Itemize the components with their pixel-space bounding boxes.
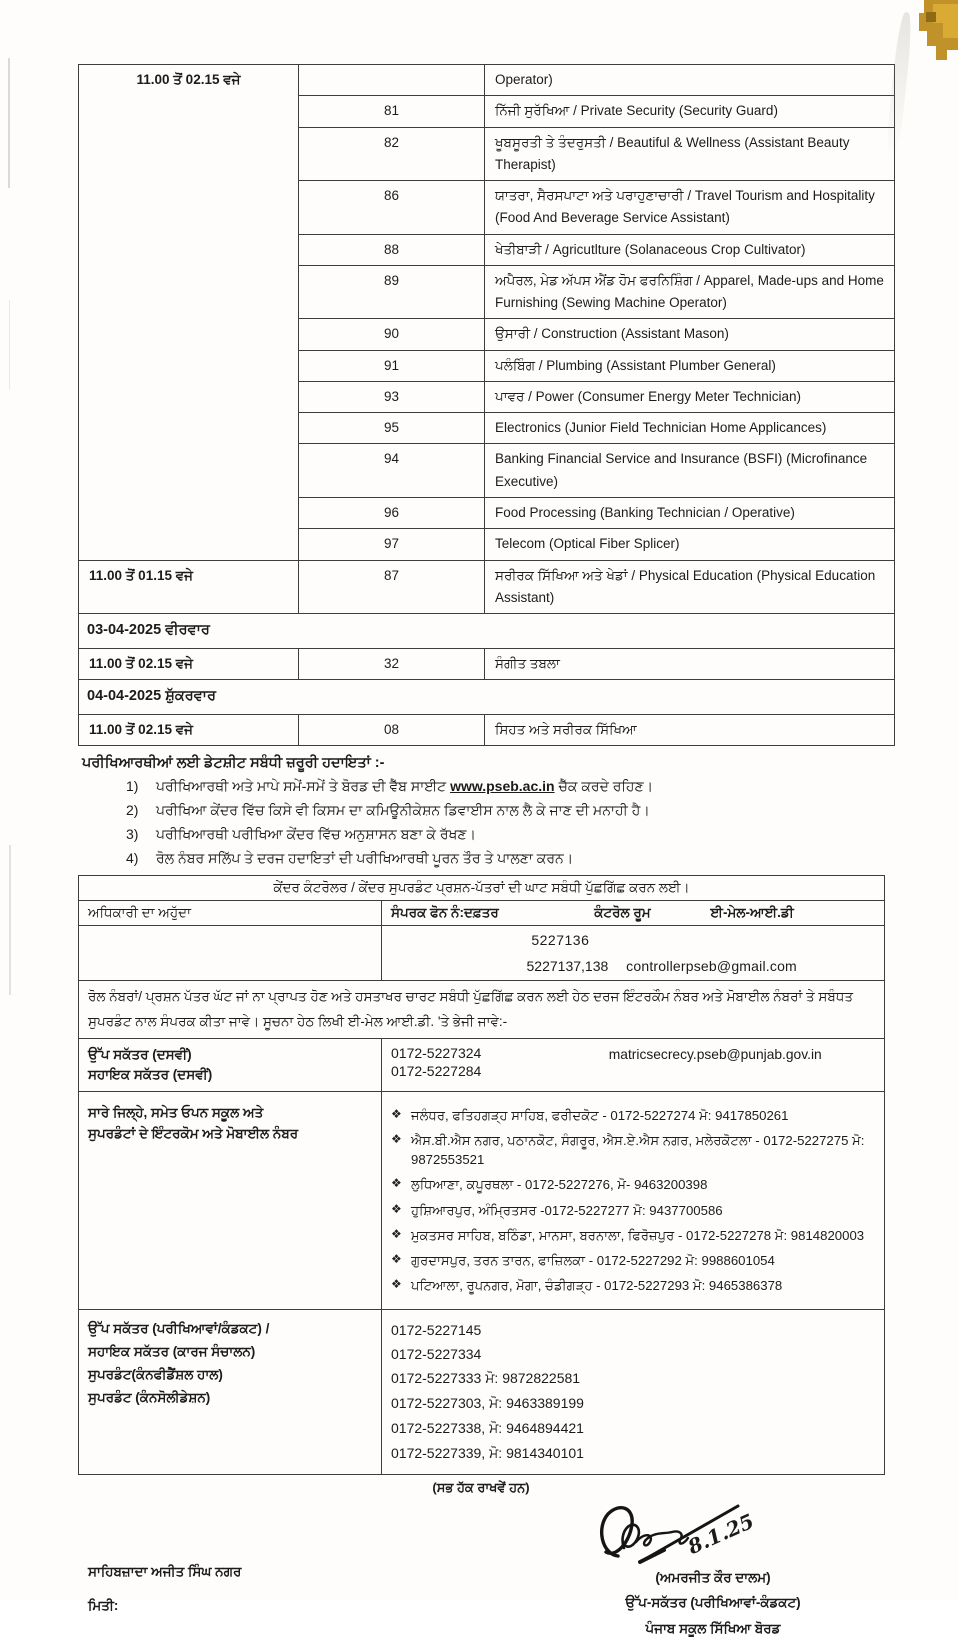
district-contact-text: ਐਸ.ਬੀ.ਐਸ ਨਗਰ, ਪਠਾਨਕੋਟ, ਸੰਗਰੂਰ, ਐਸ.ਏ.ਐਸ ਨਗਰ, ਮਲੇਰਕੋਟਲਾ - 0172-5227275 ਮੋ: 9872553521 [411, 1133, 865, 1168]
schedule-row [79, 65, 895, 96]
contact-note-paragraph: ਰੋਲ ਨੰਬਰਾਂ/ ਪ੍ਰਸ਼ਨ ਪੱਤਰ ਘੱਟ ਜਾਂ ਨਾ ਪ੍ਰਾਪਤ ਹੋਣ ਅਤੇ ਹਸਤਾਖਰ ਚਾਰਟ ਸਬੰਧੀ ਪੁੱਛਗਿੱਛ ਕਰਨ ਲਈ ਹੇਠ ਦਰਜ ਇੰਟਰਕੌਮ ਨੰਬਰ ਅਤੇ ਮੋਬਾਈਲ ਨੰਬਰਾਂ ਤੇ ਸਬੰਧਤ ਸੁਪਰਡੰਟ ਨਾਲ ਸੰਪਰਕ ਕੀਤਾ ਜਾਵੇ। ਸੂਚਨਾ ਹੇਠ ਲਿਖੀ ਈ-ਮੇਲ ਆਈ.ਡੀ. 'ਤੇ ਭੇਜੀ ਜਾਵੇ:- [79, 981, 885, 1039]
instruction-text: ਰੋਲ ਨੰਬਰ ਸਲਿੱਪ ਤੇ ਦਰਜ ਹਦਾਇਤਾਂ ਦੀ ਪਰੀਖਿਆਰਥੀ ਪੂਰਨ ਤੌਰ ਤੇ ਪਾਲਣਾ ਕਰਨ। [156, 850, 574, 867]
subject-name-cell: ਉਸਾਰੀ / Construction (Assistant Mason) [485, 319, 895, 350]
subject-name-cell: ਸਰੀਰਕ ਸਿੱਖਿਆ ਅਤੇ ਖੇਡਾਂ / Physical Education (Physical Education Assistant) [485, 560, 895, 614]
subject-name-cell: Banking Financial Service and Insurance (BSFI) (Microfinance Executive) [485, 444, 895, 498]
scan-artifact-line [9, 845, 11, 995]
officer-phone-line: 0172-5227333 ਮੋ: 9872822581 [391, 1370, 581, 1387]
instruction-text: ਪਰੀਖਿਆਰਥੀ ਅਤੇ ਮਾਪੇ ਸਮੇਂ-ਸਮੇਂ ਤੇ ਬੋਰਡ ਦੀ ਵੈੱਬ ਸਾਈਟ www.pseb.ac.in ਚੈੱਕ ਕਰਦੇ ਰਹਿਣ। [156, 778, 654, 795]
date-cell: 04-04-2025 ਸ਼ੁੱਕਰਵਾਰ [79, 680, 895, 715]
matric-secrecy-email: matricsecrecy.pseb@punjab.gov.in [608, 1047, 822, 1063]
officer-phone-line: 0172-5227339, ਮੋ: 9814340101 [391, 1445, 584, 1462]
subject-name-cell: ਪਲੰਬਿੰਗ / Plumbing (Assistant Plumber General) [485, 350, 895, 381]
diamond-bullet-icon: ❖ [391, 1176, 402, 1191]
district-contact-text: ਮੁਕਤਸਰ ਸਾਹਿਬ, ਬਠਿੰਡਾ, ਮਾਨਸਾ, ਬਰਨਾਲਾ, ਫਿਰੋਜ਼ਪੁਰ - 0172-5227278 ਮੋ: 9814820003 [411, 1227, 865, 1243]
control-room-row [79, 926, 885, 981]
contact-info-table [78, 875, 885, 1475]
subject-code-cell: 94 [299, 444, 485, 498]
instruction-number: 1) [126, 778, 139, 795]
diamond-bullet-icon: ❖ [391, 1107, 402, 1122]
subject-name-cell: ਨਿੱਜੀ ਸੁਰੱਖਿਆ / Private Security (Security Guard) [485, 96, 895, 127]
instructions-section [82, 755, 922, 867]
district-contact-text: ਲੁਧਿਆਣਾ, ਕਪੂਰਥਲਾ - 0172-5227276, ਮੋ- 9463200398 [411, 1177, 708, 1193]
instruction-number: 4) [126, 850, 139, 867]
phone-column-header: ਸੰਪਰਕ ਫੋਨ ਨੰ:ਦਫ਼ਤਰ [391, 905, 499, 921]
pseb-website-link: www.pseb.ac.in [450, 778, 555, 795]
schedule-row [79, 560, 895, 614]
footer [88, 1498, 868, 1637]
district-contact-text: ਜਲੰਧਰ, ਫਤਿਹਗੜ੍ਹ ਸਾਹਿਬ, ਫਰੀਦਕੋਟ - 0172-5227274 ਮੋ: 9417850261 [411, 1108, 789, 1124]
subject-code-cell: 97 [299, 529, 485, 560]
signature-block [558, 1498, 868, 1637]
place-name: ਸਾਹਿਬਜ਼ਾਦਾ ਅਜੀਤ ਸਿੰਘ ਨਗਰ [88, 1564, 242, 1580]
subject-name-cell: ਸਿਹਤ ਅਤੇ ਸਰੀਰਕ ਸਿੱਖਿਆ [485, 715, 895, 746]
time-slot-cell: 11.00 ਤੋਂ 02.15 ਵਜੇ [79, 715, 299, 746]
control-room-number-1: 5227136 [531, 932, 590, 949]
subject-code-cell: 82 [299, 127, 485, 181]
signature-area [558, 1498, 868, 1570]
date-row [79, 614, 895, 649]
district-contact-item [391, 1201, 875, 1220]
officer-phone-line: 0172-5227303, ਮੋ: 9463389199 [391, 1395, 584, 1412]
deputy-secretary-row [79, 1039, 885, 1092]
subject-code-cell: 90 [299, 319, 485, 350]
district-contact-text: ਪਟਿਆਲਾ, ਰੂਪਨਗਰ, ਮੋਗਾ, ਚੰਡੀਗੜ੍ਹ - 0172-5227293 ਮੋ: 9465386378 [411, 1278, 783, 1293]
district-contact-item [391, 1131, 875, 1169]
districts-contacts-cell [382, 1092, 885, 1310]
gold-corner-graphic [900, 0, 958, 70]
subject-code-cell: 86 [299, 181, 485, 235]
district-contact-item [391, 1106, 875, 1125]
date-label: ਮਿਤੀ: [88, 1598, 119, 1614]
subject-name-cell: ਪਾਵਰ / Power (Consumer Energy Meter Technician) [485, 381, 895, 412]
deputy-contacts-cell [382, 1039, 885, 1092]
date-cell: 03-04-2025 ਵੀਰਵਾਰ [79, 614, 895, 649]
district-contact-text: ਹੁਸ਼ਿਆਰਪੁਰ, ਅੰਮ੍ਰਿਤਸਰ -0172-5227277 ਮੋ: 9437700586 [411, 1202, 723, 1218]
districts-label-1: ਸਾਰੇ ਜਿਲ੍ਹੇ, ਸਮੇਤ ਓਪਨ ਸਕੂਲ ਅਤੇ [88, 1105, 264, 1121]
district-contact-item [391, 1175, 875, 1194]
districts-label-cell [79, 1092, 382, 1310]
district-contact-list [391, 1106, 875, 1295]
subject-code-cell: 32 [299, 648, 485, 679]
subject-name-cell: ਯਾਤਰਾ, ਸੈਰਸਪਾਟਾ ਅਤੇ ਪਰਾਹੁਣਾਚਾਰੀ / Travel Tourism and Hospitality (Food And Beverage Service Assistant) [485, 181, 895, 235]
diamond-bullet-icon: ❖ [391, 1201, 402, 1216]
officer-role-line: ਸੁਪਰਡੰਟ (ਕੰਨਸੋਲੀਡੇਸ਼ਨ) [88, 1390, 211, 1406]
subject-name-cell: ਅਪੈਰਲ, ਮੇਡ ਅੱਪਸ ਐਂਡ ਹੋਮ ਫਰਨਿਸ਼ਿੰਗ / Apparel, Made-ups and Home Furnishing (Sewing Machine Operator) [485, 265, 895, 319]
other-officers-roles-cell [79, 1310, 382, 1475]
subject-name-cell: Operator) [485, 65, 895, 96]
officer-column-header: ਅਧਿਕਾਰੀ ਦਾ ਅਹੁੱਦਾ [79, 901, 382, 926]
schedule-row [79, 715, 895, 746]
instructions-heading: ਪਰੀਖਿਆਰਥੀਆਂ ਲਈ ਡੇਟਸ਼ੀਟ ਸਬੰਧੀ ਜ਼ਰੂਰੀ ਹਦਾਇਤਾਂ :- [82, 755, 385, 772]
districts-row [79, 1092, 885, 1310]
controller-email: controllerpseb@gmail.com [626, 958, 797, 975]
districts-label-2: ਸੁਪਰਡੰਟਾਂ ਦੇ ਇੰਟਰਕੋਮ ਅਤੇ ਮੋਬਾਈਲ ਨੰਬਰ [88, 1126, 299, 1142]
diamond-bullet-icon: ❖ [391, 1132, 402, 1147]
contact-header-row [79, 901, 885, 926]
empty-officer-cell [79, 926, 382, 981]
contact-note-row [79, 981, 885, 1039]
officer-role-line: ਸਹਾਇਕ ਸਕੱਤਰ (ਕਾਰਜ ਸੰਚਾਲਨ) [88, 1344, 256, 1360]
officer-phone-line: 0172-5227145 [391, 1322, 482, 1339]
district-contact-item [391, 1276, 875, 1295]
subject-code-cell: 96 [299, 497, 485, 528]
signer-organization: ਪੰਜਾਬ ਸਕੂਲ ਸਿੱਖਿਆ ਬੋਰਡ [645, 1621, 781, 1637]
deputy-phone-1: 0172-5227324 [391, 1045, 482, 1062]
subject-name-cell: Food Processing (Banking Technician / Operative) [485, 497, 895, 528]
scan-artifact-line [8, 58, 10, 188]
control-room-column-header: ਕੰਟਰੋਲ ਰੂਮ [594, 905, 651, 921]
time-slot-cell: 11.00 ਤੋਂ 01.15 ਵਜੇ [79, 560, 299, 614]
diamond-bullet-icon: ❖ [391, 1277, 402, 1291]
subject-code-cell: 88 [299, 234, 485, 265]
scan-artifact-line [9, 300, 10, 390]
other-officers-phones-cell [382, 1310, 885, 1475]
officer-role-line: ਉੱਪ ਸਕੱਤਰ (ਪਰੀਖਿਆਵਾਂ/ਕੰਡਕਟ) / [88, 1321, 270, 1337]
instruction-text: ਪਰੀਖਿਆਰਥੀ ਪਰੀਖਿਆ ਕੇਂਦਰ ਵਿੱਚ ਅਨੁਸ਼ਾਸਨ ਬਣਾ ਕੇ ਰੱਖਣ। [156, 826, 476, 843]
signer-name: (ਅਮਰਜੀਤ ਕੌਰ ਦਾਲਮ) [655, 1570, 771, 1586]
district-contact-text: ਗੁਰਦਾਸਪੁਰ, ਤਰਨ ਤਾਰਨ, ਫਾਜ਼ਿਲਕਾ - 0172-5227292 ਮੋ: 9988601054 [411, 1252, 775, 1268]
district-contact-item [391, 1251, 875, 1270]
subject-code-cell: 08 [299, 715, 485, 746]
instruction-item [126, 802, 922, 819]
subject-code-cell: 81 [299, 96, 485, 127]
deputy-role-2: ਸਹਾਇਕ ਸਕੱਤਰ (ਦਸਵੀਂ) [88, 1067, 213, 1083]
other-officers-row [79, 1310, 885, 1475]
subject-name-cell: Telecom (Optical Fiber Splicer) [485, 529, 895, 560]
subject-name-cell: ਖੂਬਸੂਰਤੀ ਤੇ ਤੰਦਰੁਸਤੀ / Beautiful & Wellness (Assistant Beauty Therapist) [485, 127, 895, 181]
subject-name-cell: Electronics (Junior Field Technician Home Applicances) [485, 413, 895, 444]
district-contact-item [391, 1226, 875, 1245]
subject-code-cell: 91 [299, 350, 485, 381]
schedule-row [79, 648, 895, 679]
control-room-numbers-2: 5227137,138 [526, 958, 609, 975]
signer-designation: ਉੱਪ-ਸਕੱਤਰ (ਪਰੀਖਿਆਵਾਂ-ਕੰਡਕਟ) [625, 1595, 801, 1611]
date-row [79, 680, 895, 715]
exam-schedule-table [78, 64, 895, 746]
place-block [88, 1564, 241, 1637]
diamond-bullet-icon: ❖ [391, 1251, 402, 1266]
email-column-header: ਈ-ਮੇਲ-ਆਈ.ਡੀ [710, 905, 794, 921]
instructions-list [82, 778, 922, 867]
deputy-roles-cell [79, 1039, 382, 1092]
subject-code-cell [299, 65, 485, 96]
officer-role-line: ਸੁਪਰਡੰਟ(ਕੰਨਫੀਡੈਂਸ਼ਲ ਹਾਲ) [88, 1367, 223, 1383]
time-slot-cell: 11.00 ਤੋਂ 02.15 ਵਜੇ [79, 648, 299, 679]
diamond-bullet-icon: ❖ [391, 1226, 402, 1241]
rights-reserved-note: (ਸਭ ਹੱਕ ਰਾਖਵੇਂ ਹਨ) [432, 1480, 530, 1496]
time-slot-cell: 11.00 ਤੋਂ 02.15 ਵਜੇ [79, 65, 299, 561]
subject-name-cell: ਖੇਤੀਬਾੜੀ / Agricutlture (Solanaceous Crop Cultivator) [485, 234, 895, 265]
signature-date: 8.1.25 [684, 1509, 758, 1560]
instruction-number: 3) [126, 826, 139, 843]
instruction-item [126, 826, 922, 843]
instruction-text: ਪਰੀਖਿਆ ਕੇਂਦਰ ਵਿੱਚ ਕਿਸੇ ਵੀ ਕਿਸਮ ਦਾ ਕਮਿਊਨੀਕੇਸ਼ਨ ਡਿਵਾਈਸ ਨਾਲ ਲੈ ਕੇ ਜਾਣ ਦੀ ਮਨਾਹੀ ਹੈ। [156, 802, 650, 819]
instruction-item [126, 850, 922, 867]
deputy-phone-2: 0172-5227284 [391, 1063, 482, 1080]
instruction-item [126, 778, 922, 795]
officer-phone-line: 0172-5227334 [391, 1346, 482, 1363]
contact-title-row [79, 876, 885, 901]
instruction-number: 2) [126, 802, 139, 819]
subject-code-cell: 95 [299, 413, 485, 444]
deputy-role-1: ਉੱਪ ਸਕੱਤਰ (ਦਸਵੀਂ) [88, 1047, 192, 1063]
subject-code-cell: 87 [299, 560, 485, 614]
subject-name-cell: ਸੰਗੀਤ ਤਬਲਾ [485, 648, 895, 679]
control-room-cell [382, 926, 885, 981]
officer-phone-line: 0172-5227338, ਮੋ: 9464894421 [391, 1420, 584, 1437]
contact-columns-header [382, 901, 885, 926]
subject-code-cell: 93 [299, 381, 485, 412]
subject-code-cell: 89 [299, 265, 485, 319]
contact-table-title: ਕੇਂਦਰ ਕੰਟਰੋਲਰ / ਕੇਂਦਰ ਸੁਪਰਡੰਟ ਪ੍ਰਸ਼ਨ-ਪੱਤਰਾਂ ਦੀ ਘਾਟ ਸਬੰਧੀ ਪੁੱਛਗਿੱਛ ਕਰਨ ਲਈ। [79, 876, 885, 901]
